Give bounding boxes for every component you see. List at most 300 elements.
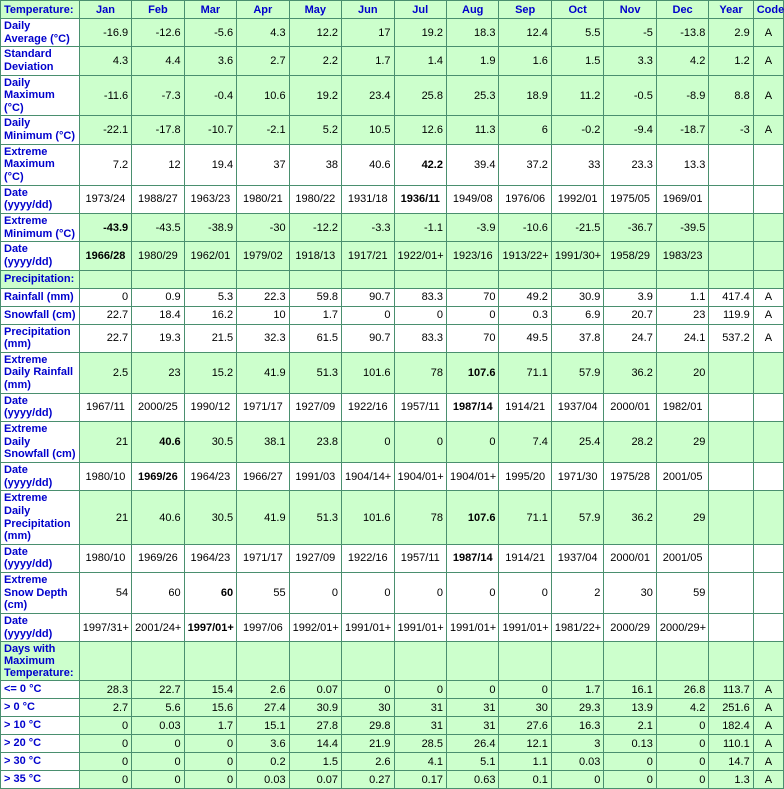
cell-extreme_daily_rainfall_date-mar: 1990/12 xyxy=(184,393,236,421)
cell-extreme_snow_depth-jul: 0 xyxy=(394,573,446,614)
cell-extreme_minimum-sep: -10.6 xyxy=(499,213,551,241)
cell-extreme_daily_snowfall_date-oct: 1971/30 xyxy=(551,462,603,490)
cell-rainfall-mar: 5.3 xyxy=(184,288,236,306)
table-header-row xyxy=(1,1,784,19)
cell-days_gt_35-mar: 0 xyxy=(184,771,236,789)
cell-snowfall-dec: 23 xyxy=(656,306,708,324)
cell-extreme_daily_precipitation_date-code xyxy=(753,544,783,572)
cell-snowfall-apr: 10 xyxy=(237,306,289,324)
cell-extreme_daily_precipitation_date-sep: 1914/21 xyxy=(499,544,551,572)
cell-snowfall-nov: 20.7 xyxy=(604,306,656,324)
cell-extreme_daily_rainfall-feb: 23 xyxy=(132,352,184,393)
cell-rainfall-aug: 70 xyxy=(446,288,498,306)
cell-extreme_minimum-dec: -39.5 xyxy=(656,213,708,241)
cell-days_gt_10-oct: 16.3 xyxy=(551,717,603,735)
cell-days_gt_20-aug: 26.4 xyxy=(446,735,498,753)
cell-extreme_maximum_date-nov: 1975/05 xyxy=(604,185,656,213)
row-label-extreme_maximum_date: Date (yyyy/dd) xyxy=(1,185,80,213)
cell-extreme_maximum-may: 38 xyxy=(289,144,341,185)
cell-extreme_daily_rainfall_date-may: 1927/09 xyxy=(289,393,341,421)
cell-extreme_daily_precipitation-jun: 101.6 xyxy=(342,491,394,545)
cell-days_gt_20-code: A xyxy=(753,735,783,753)
cell-precipitation-apr: 32.3 xyxy=(237,324,289,352)
cell-extreme_daily_snowfall-mar: 30.5 xyxy=(184,422,236,463)
cell-standard_deviation-jun: 1.7 xyxy=(342,47,394,75)
cell-days_gt_35-sep: 0.1 xyxy=(499,771,551,789)
cell-extreme_daily_snowfall-jul: 0 xyxy=(394,422,446,463)
cell-standard_deviation-apr: 2.7 xyxy=(237,47,289,75)
cell-extreme_maximum-year xyxy=(709,144,753,185)
section-spacer xyxy=(446,270,498,288)
cell-extreme_daily_precipitation-code xyxy=(753,491,783,545)
cell-extreme_minimum_date-jan: 1966/28 xyxy=(79,242,131,270)
cell-extreme_daily_rainfall-oct: 57.9 xyxy=(551,352,603,393)
section-spacer xyxy=(79,270,131,288)
cell-extreme_daily_rainfall_date-oct: 1937/04 xyxy=(551,393,603,421)
cell-days_gt_10-apr: 15.1 xyxy=(237,717,289,735)
cell-snowfall-code: A xyxy=(753,306,783,324)
cell-extreme_snow_depth-jun: 0 xyxy=(342,573,394,614)
cell-days_gt_35-apr: 0.03 xyxy=(237,771,289,789)
cell-extreme_daily_precipitation-apr: 41.9 xyxy=(237,491,289,545)
cell-days_le_0-sep: 0 xyxy=(499,681,551,699)
row-label-extreme_daily_rainfall: Extreme Daily Rainfall (mm) xyxy=(1,352,80,393)
cell-extreme_snow_depth_date-dec: 2000/29+ xyxy=(656,613,708,641)
cell-extreme_daily_snowfall-oct: 25.4 xyxy=(551,422,603,463)
cell-standard_deviation-may: 2.2 xyxy=(289,47,341,75)
section-spacer xyxy=(499,642,551,681)
cell-daily_maximum-sep: 18.9 xyxy=(499,75,551,116)
section-spacer xyxy=(394,270,446,288)
cell-extreme_snow_depth_date-code xyxy=(753,613,783,641)
cell-days_gt_0-sep: 30 xyxy=(499,699,551,717)
cell-days_gt_10-year: 182.4 xyxy=(709,717,753,735)
cell-extreme_minimum-oct: -21.5 xyxy=(551,213,603,241)
cell-extreme_daily_rainfall_date-feb: 2000/25 xyxy=(132,393,184,421)
cell-extreme_maximum_date-apr: 1980/21 xyxy=(237,185,289,213)
cell-rainfall-code: A xyxy=(753,288,783,306)
cell-standard_deviation-sep: 1.6 xyxy=(499,47,551,75)
cell-standard_deviation-nov: 3.3 xyxy=(604,47,656,75)
cell-daily_minimum-feb: -17.8 xyxy=(132,116,184,144)
header-temperature-label: Temperature: xyxy=(1,1,80,19)
column-header-nov: Nov xyxy=(604,1,656,19)
cell-extreme_maximum-aug: 39.4 xyxy=(446,144,498,185)
cell-daily_average-mar: -5.6 xyxy=(184,19,236,47)
section-spacer xyxy=(656,270,708,288)
cell-extreme_maximum-jul: 42.2 xyxy=(394,144,446,185)
cell-extreme_daily_precipitation_date-aug: 1987/14 xyxy=(446,544,498,572)
section-spacer xyxy=(753,642,783,681)
cell-extreme_snow_depth_date-year xyxy=(709,613,753,641)
cell-days_le_0-year: 113.7 xyxy=(709,681,753,699)
cell-precipitation-jul: 83.3 xyxy=(394,324,446,352)
cell-extreme_daily_snowfall-sep: 7.4 xyxy=(499,422,551,463)
cell-days_gt_10-nov: 2.1 xyxy=(604,717,656,735)
cell-extreme_minimum_date-oct: 1991/30+ xyxy=(551,242,603,270)
cell-extreme_daily_precipitation-dec: 29 xyxy=(656,491,708,545)
cell-extreme_minimum_date-apr: 1979/02 xyxy=(237,242,289,270)
cell-extreme_daily_precipitation_date-mar: 1964/23 xyxy=(184,544,236,572)
cell-days_gt_30-dec: 0 xyxy=(656,753,708,771)
cell-days_gt_35-dec: 0 xyxy=(656,771,708,789)
section-spacer xyxy=(604,270,656,288)
cell-standard_deviation-dec: 4.2 xyxy=(656,47,708,75)
cell-days_gt_0-dec: 4.2 xyxy=(656,699,708,717)
cell-days_le_0-jun: 0 xyxy=(342,681,394,699)
column-header-may: May xyxy=(289,1,341,19)
cell-daily_average-nov: -5 xyxy=(604,19,656,47)
table-row xyxy=(1,462,784,490)
cell-extreme_daily_precipitation-jul: 78 xyxy=(394,491,446,545)
cell-daily_maximum-mar: -0.4 xyxy=(184,75,236,116)
cell-snowfall-feb: 18.4 xyxy=(132,306,184,324)
cell-extreme_daily_rainfall_date-year xyxy=(709,393,753,421)
column-header-feb: Feb xyxy=(132,1,184,19)
cell-days_gt_0-feb: 5.6 xyxy=(132,699,184,717)
cell-extreme_daily_precipitation_date-year xyxy=(709,544,753,572)
cell-days_gt_35-nov: 0 xyxy=(604,771,656,789)
cell-daily_minimum-dec: -18.7 xyxy=(656,116,708,144)
cell-extreme_daily_rainfall-sep: 71.1 xyxy=(499,352,551,393)
cell-precipitation-dec: 24.1 xyxy=(656,324,708,352)
row-label-standard_deviation: Standard Deviation xyxy=(1,47,80,75)
table-row xyxy=(1,116,784,144)
cell-daily_minimum-apr: -2.1 xyxy=(237,116,289,144)
cell-snowfall-year: 119.9 xyxy=(709,306,753,324)
section-spacer xyxy=(342,270,394,288)
cell-daily_minimum-may: 5.2 xyxy=(289,116,341,144)
cell-snowfall-jul: 0 xyxy=(394,306,446,324)
section-spacer xyxy=(709,642,753,681)
cell-extreme_minimum-aug: -3.9 xyxy=(446,213,498,241)
table-row xyxy=(1,242,784,270)
section-row-precipitation xyxy=(1,270,784,288)
row-label-days_gt_10: > 10 °C xyxy=(1,717,80,735)
cell-daily_average-sep: 12.4 xyxy=(499,19,551,47)
cell-days_gt_20-jan: 0 xyxy=(79,735,131,753)
cell-daily_maximum-feb: -7.3 xyxy=(132,75,184,116)
cell-rainfall-nov: 3.9 xyxy=(604,288,656,306)
row-label-days_gt_0: > 0 °C xyxy=(1,699,80,717)
cell-precipitation-oct: 37.8 xyxy=(551,324,603,352)
cell-days_gt_0-jan: 2.7 xyxy=(79,699,131,717)
cell-snowfall-sep: 0.3 xyxy=(499,306,551,324)
cell-precipitation-jun: 90.7 xyxy=(342,324,394,352)
cell-extreme_daily_snowfall_date-nov: 1975/28 xyxy=(604,462,656,490)
cell-extreme_minimum_date-aug: 1923/16 xyxy=(446,242,498,270)
cell-days_gt_20-apr: 3.6 xyxy=(237,735,289,753)
cell-extreme_daily_precipitation-feb: 40.6 xyxy=(132,491,184,545)
cell-extreme_daily_precipitation-jan: 21 xyxy=(79,491,131,545)
cell-days_gt_20-nov: 0.13 xyxy=(604,735,656,753)
section-spacer xyxy=(753,270,783,288)
cell-extreme_daily_snowfall_date-mar: 1964/23 xyxy=(184,462,236,490)
cell-extreme_daily_snowfall-jun: 0 xyxy=(342,422,394,463)
cell-extreme_daily_rainfall-jun: 101.6 xyxy=(342,352,394,393)
cell-days_gt_10-aug: 31 xyxy=(446,717,498,735)
cell-days_gt_20-feb: 0 xyxy=(132,735,184,753)
cell-days_le_0-apr: 2.6 xyxy=(237,681,289,699)
row-label-extreme_maximum: Extreme Maximum (°C) xyxy=(1,144,80,185)
column-header-sep: Sep xyxy=(499,1,551,19)
cell-extreme_minimum_date-may: 1918/13 xyxy=(289,242,341,270)
cell-days_le_0-mar: 15.4 xyxy=(184,681,236,699)
cell-extreme_maximum_date-dec: 1969/01 xyxy=(656,185,708,213)
cell-days_gt_10-feb: 0.03 xyxy=(132,717,184,735)
section-spacer xyxy=(446,642,498,681)
table-row xyxy=(1,47,784,75)
column-header-jul: Jul xyxy=(394,1,446,19)
cell-extreme_daily_snowfall_date-aug: 1904/01+ xyxy=(446,462,498,490)
cell-standard_deviation-aug: 1.9 xyxy=(446,47,498,75)
cell-days_gt_0-jun: 30 xyxy=(342,699,394,717)
cell-snowfall-mar: 16.2 xyxy=(184,306,236,324)
cell-daily_maximum-oct: 11.2 xyxy=(551,75,603,116)
cell-extreme_snow_depth_date-sep: 1991/01+ xyxy=(499,613,551,641)
cell-extreme_maximum_date-sep: 1976/06 xyxy=(499,185,551,213)
cell-standard_deviation-jul: 1.4 xyxy=(394,47,446,75)
row-label-snowfall: Snowfall (cm) xyxy=(1,306,80,324)
cell-extreme_daily_snowfall-year xyxy=(709,422,753,463)
cell-extreme_daily_rainfall_date-dec: 1982/01 xyxy=(656,393,708,421)
cell-extreme_maximum-dec: 13.3 xyxy=(656,144,708,185)
cell-extreme_maximum-oct: 33 xyxy=(551,144,603,185)
section-spacer xyxy=(184,270,236,288)
cell-snowfall-may: 1.7 xyxy=(289,306,341,324)
section-spacer xyxy=(709,270,753,288)
row-label-daily_maximum: Daily Maximum (°C) xyxy=(1,75,80,116)
cell-precipitation-code: A xyxy=(753,324,783,352)
cell-daily_maximum-may: 19.2 xyxy=(289,75,341,116)
cell-extreme_daily_rainfall-dec: 20 xyxy=(656,352,708,393)
cell-extreme_daily_rainfall_date-jun: 1922/16 xyxy=(342,393,394,421)
cell-days_gt_20-sep: 12.1 xyxy=(499,735,551,753)
cell-extreme_maximum_date-code xyxy=(753,185,783,213)
cell-days_gt_35-code: A xyxy=(753,771,783,789)
cell-extreme_daily_snowfall_date-jan: 1980/10 xyxy=(79,462,131,490)
cell-extreme_daily_rainfall-apr: 41.9 xyxy=(237,352,289,393)
cell-extreme_maximum-mar: 19.4 xyxy=(184,144,236,185)
cell-extreme_daily_snowfall-aug: 0 xyxy=(446,422,498,463)
cell-rainfall-oct: 30.9 xyxy=(551,288,603,306)
cell-extreme_snow_depth_date-jan: 1997/31+ xyxy=(79,613,131,641)
cell-extreme_maximum-feb: 12 xyxy=(132,144,184,185)
cell-extreme_minimum-apr: -30 xyxy=(237,213,289,241)
cell-extreme_maximum-nov: 23.3 xyxy=(604,144,656,185)
section-spacer xyxy=(551,270,603,288)
cell-extreme_daily_snowfall_date-may: 1991/03 xyxy=(289,462,341,490)
cell-daily_average-code: A xyxy=(753,19,783,47)
cell-daily_minimum-nov: -9.4 xyxy=(604,116,656,144)
cell-extreme_daily_rainfall-jul: 78 xyxy=(394,352,446,393)
cell-daily_average-may: 12.2 xyxy=(289,19,341,47)
cell-daily_average-aug: 18.3 xyxy=(446,19,498,47)
cell-days_gt_10-jul: 31 xyxy=(394,717,446,735)
cell-extreme_maximum_date-jul: 1936/11 xyxy=(394,185,446,213)
cell-rainfall-may: 59.8 xyxy=(289,288,341,306)
cell-days_le_0-code: A xyxy=(753,681,783,699)
cell-rainfall-jul: 83.3 xyxy=(394,288,446,306)
cell-extreme_daily_precipitation_date-nov: 2000/01 xyxy=(604,544,656,572)
cell-extreme_daily_snowfall-nov: 28.2 xyxy=(604,422,656,463)
cell-days_le_0-dec: 26.8 xyxy=(656,681,708,699)
cell-daily_maximum-jun: 23.4 xyxy=(342,75,394,116)
table-row xyxy=(1,753,784,771)
cell-extreme_maximum_date-feb: 1988/27 xyxy=(132,185,184,213)
cell-daily_maximum-aug: 25.3 xyxy=(446,75,498,116)
table-row xyxy=(1,393,784,421)
cell-extreme_snow_depth-jan: 54 xyxy=(79,573,131,614)
cell-extreme_daily_rainfall_date-sep: 1914/21 xyxy=(499,393,551,421)
cell-days_gt_30-oct: 0.03 xyxy=(551,753,603,771)
row-label-extreme_daily_precipitation_date: Date (yyyy/dd) xyxy=(1,544,80,572)
table-row xyxy=(1,288,784,306)
cell-daily_minimum-jan: -22.1 xyxy=(79,116,131,144)
cell-extreme_maximum-apr: 37 xyxy=(237,144,289,185)
section-spacer xyxy=(394,642,446,681)
cell-extreme_daily_precipitation_date-apr: 1971/17 xyxy=(237,544,289,572)
section-label-days_max_temp: Days with Maximum Temperature: xyxy=(1,642,80,681)
table-row xyxy=(1,717,784,735)
cell-extreme_daily_snowfall_date-apr: 1966/27 xyxy=(237,462,289,490)
cell-extreme_maximum-sep: 37.2 xyxy=(499,144,551,185)
cell-extreme_maximum-jan: 7.2 xyxy=(79,144,131,185)
cell-days_gt_10-mar: 1.7 xyxy=(184,717,236,735)
cell-precipitation-nov: 24.7 xyxy=(604,324,656,352)
cell-days_gt_30-nov: 0 xyxy=(604,753,656,771)
table-row xyxy=(1,19,784,47)
cell-extreme_snow_depth_date-jul: 1991/01+ xyxy=(394,613,446,641)
cell-extreme_daily_rainfall-year xyxy=(709,352,753,393)
cell-precipitation-may: 61.5 xyxy=(289,324,341,352)
cell-days_gt_10-code: A xyxy=(753,717,783,735)
table-row xyxy=(1,422,784,463)
cell-snowfall-jun: 0 xyxy=(342,306,394,324)
cell-days_gt_35-may: 0.07 xyxy=(289,771,341,789)
cell-rainfall-apr: 22.3 xyxy=(237,288,289,306)
cell-extreme_daily_precipitation_date-feb: 1969/26 xyxy=(132,544,184,572)
cell-extreme_maximum_date-jun: 1931/18 xyxy=(342,185,394,213)
cell-standard_deviation-mar: 3.6 xyxy=(184,47,236,75)
cell-precipitation-aug: 70 xyxy=(446,324,498,352)
cell-standard_deviation-year: 1.2 xyxy=(709,47,753,75)
cell-extreme_maximum_date-jan: 1973/24 xyxy=(79,185,131,213)
cell-extreme_minimum_date-mar: 1962/01 xyxy=(184,242,236,270)
cell-days_gt_30-jan: 0 xyxy=(79,753,131,771)
cell-extreme_snow_depth_date-oct: 1981/22+ xyxy=(551,613,603,641)
table-row xyxy=(1,681,784,699)
cell-days_le_0-may: 0.07 xyxy=(289,681,341,699)
section-label-precipitation: Precipitation: xyxy=(1,270,80,288)
cell-days_gt_0-mar: 15.6 xyxy=(184,699,236,717)
cell-extreme_snow_depth-oct: 2 xyxy=(551,573,603,614)
cell-extreme_snow_depth-year xyxy=(709,573,753,614)
cell-days_gt_30-jul: 4.1 xyxy=(394,753,446,771)
cell-days_le_0-nov: 16.1 xyxy=(604,681,656,699)
cell-extreme_minimum-jan: -43.9 xyxy=(79,213,131,241)
cell-days_le_0-jan: 28.3 xyxy=(79,681,131,699)
cell-extreme_daily_snowfall-jan: 21 xyxy=(79,422,131,463)
cell-extreme_minimum_date-nov: 1958/29 xyxy=(604,242,656,270)
cell-extreme_maximum-jun: 40.6 xyxy=(342,144,394,185)
cell-precipitation-mar: 21.5 xyxy=(184,324,236,352)
table-row xyxy=(1,544,784,572)
row-label-daily_average: Daily Average (°C) xyxy=(1,19,80,47)
table-row xyxy=(1,324,784,352)
cell-extreme_daily_snowfall_date-jun: 1904/14+ xyxy=(342,462,394,490)
table-row xyxy=(1,491,784,545)
cell-extreme_snow_depth-code xyxy=(753,573,783,614)
cell-days_gt_35-jun: 0.27 xyxy=(342,771,394,789)
cell-rainfall-feb: 0.9 xyxy=(132,288,184,306)
cell-extreme_snow_depth_date-nov: 2000/29 xyxy=(604,613,656,641)
cell-daily_minimum-sep: 6 xyxy=(499,116,551,144)
cell-extreme_daily_rainfall_date-apr: 1971/17 xyxy=(237,393,289,421)
cell-extreme_maximum_date-mar: 1963/23 xyxy=(184,185,236,213)
cell-extreme_minimum_date-sep: 1913/22+ xyxy=(499,242,551,270)
cell-extreme_daily_precipitation-may: 51.3 xyxy=(289,491,341,545)
table-row xyxy=(1,185,784,213)
cell-daily_minimum-code: A xyxy=(753,116,783,144)
cell-daily_minimum-jun: 10.5 xyxy=(342,116,394,144)
cell-extreme_daily_rainfall_date-code xyxy=(753,393,783,421)
column-header-year: Year xyxy=(709,1,753,19)
cell-daily_average-year: 2.9 xyxy=(709,19,753,47)
cell-extreme_daily_rainfall-aug: 107.6 xyxy=(446,352,498,393)
cell-daily_average-apr: 4.3 xyxy=(237,19,289,47)
row-label-extreme_daily_snowfall_date: Date (yyyy/dd) xyxy=(1,462,80,490)
section-spacer xyxy=(289,270,341,288)
cell-extreme_snow_depth_date-mar: 1997/01+ xyxy=(184,613,236,641)
section-spacer xyxy=(184,642,236,681)
cell-extreme_snow_depth-feb: 60 xyxy=(132,573,184,614)
column-header-aug: Aug xyxy=(446,1,498,19)
cell-extreme_daily_snowfall-dec: 29 xyxy=(656,422,708,463)
cell-precipitation-sep: 49.5 xyxy=(499,324,551,352)
cell-extreme_daily_precipitation-nov: 36.2 xyxy=(604,491,656,545)
section-spacer xyxy=(237,642,289,681)
cell-days_gt_0-nov: 13.9 xyxy=(604,699,656,717)
cell-daily_average-jun: 17 xyxy=(342,19,394,47)
section-spacer xyxy=(132,642,184,681)
cell-days_gt_30-code: A xyxy=(753,753,783,771)
cell-extreme_daily_precipitation-mar: 30.5 xyxy=(184,491,236,545)
cell-days_le_0-aug: 0 xyxy=(446,681,498,699)
cell-extreme_maximum_date-aug: 1949/08 xyxy=(446,185,498,213)
cell-extreme_maximum-code xyxy=(753,144,783,185)
cell-extreme_snow_depth_date-feb: 2001/24+ xyxy=(132,613,184,641)
table-row xyxy=(1,352,784,393)
column-header-code: Code xyxy=(753,1,783,19)
cell-extreme_daily_rainfall_date-aug: 1987/14 xyxy=(446,393,498,421)
cell-snowfall-oct: 6.9 xyxy=(551,306,603,324)
section-spacer xyxy=(342,642,394,681)
cell-days_gt_0-may: 30.9 xyxy=(289,699,341,717)
cell-daily_average-dec: -13.8 xyxy=(656,19,708,47)
cell-extreme_minimum_date-jul: 1922/01+ xyxy=(394,242,446,270)
cell-extreme_snow_depth_date-may: 1992/01+ xyxy=(289,613,341,641)
table-row xyxy=(1,306,784,324)
cell-extreme_minimum_date-dec: 1983/23 xyxy=(656,242,708,270)
row-label-rainfall: Rainfall (mm) xyxy=(1,288,80,306)
section-row-days_max_temp xyxy=(1,642,784,681)
cell-daily_maximum-jul: 25.8 xyxy=(394,75,446,116)
cell-extreme_minimum-may: -12.2 xyxy=(289,213,341,241)
row-label-extreme_daily_rainfall_date: Date (yyyy/dd) xyxy=(1,393,80,421)
cell-days_gt_20-year: 110.1 xyxy=(709,735,753,753)
cell-rainfall-dec: 1.1 xyxy=(656,288,708,306)
